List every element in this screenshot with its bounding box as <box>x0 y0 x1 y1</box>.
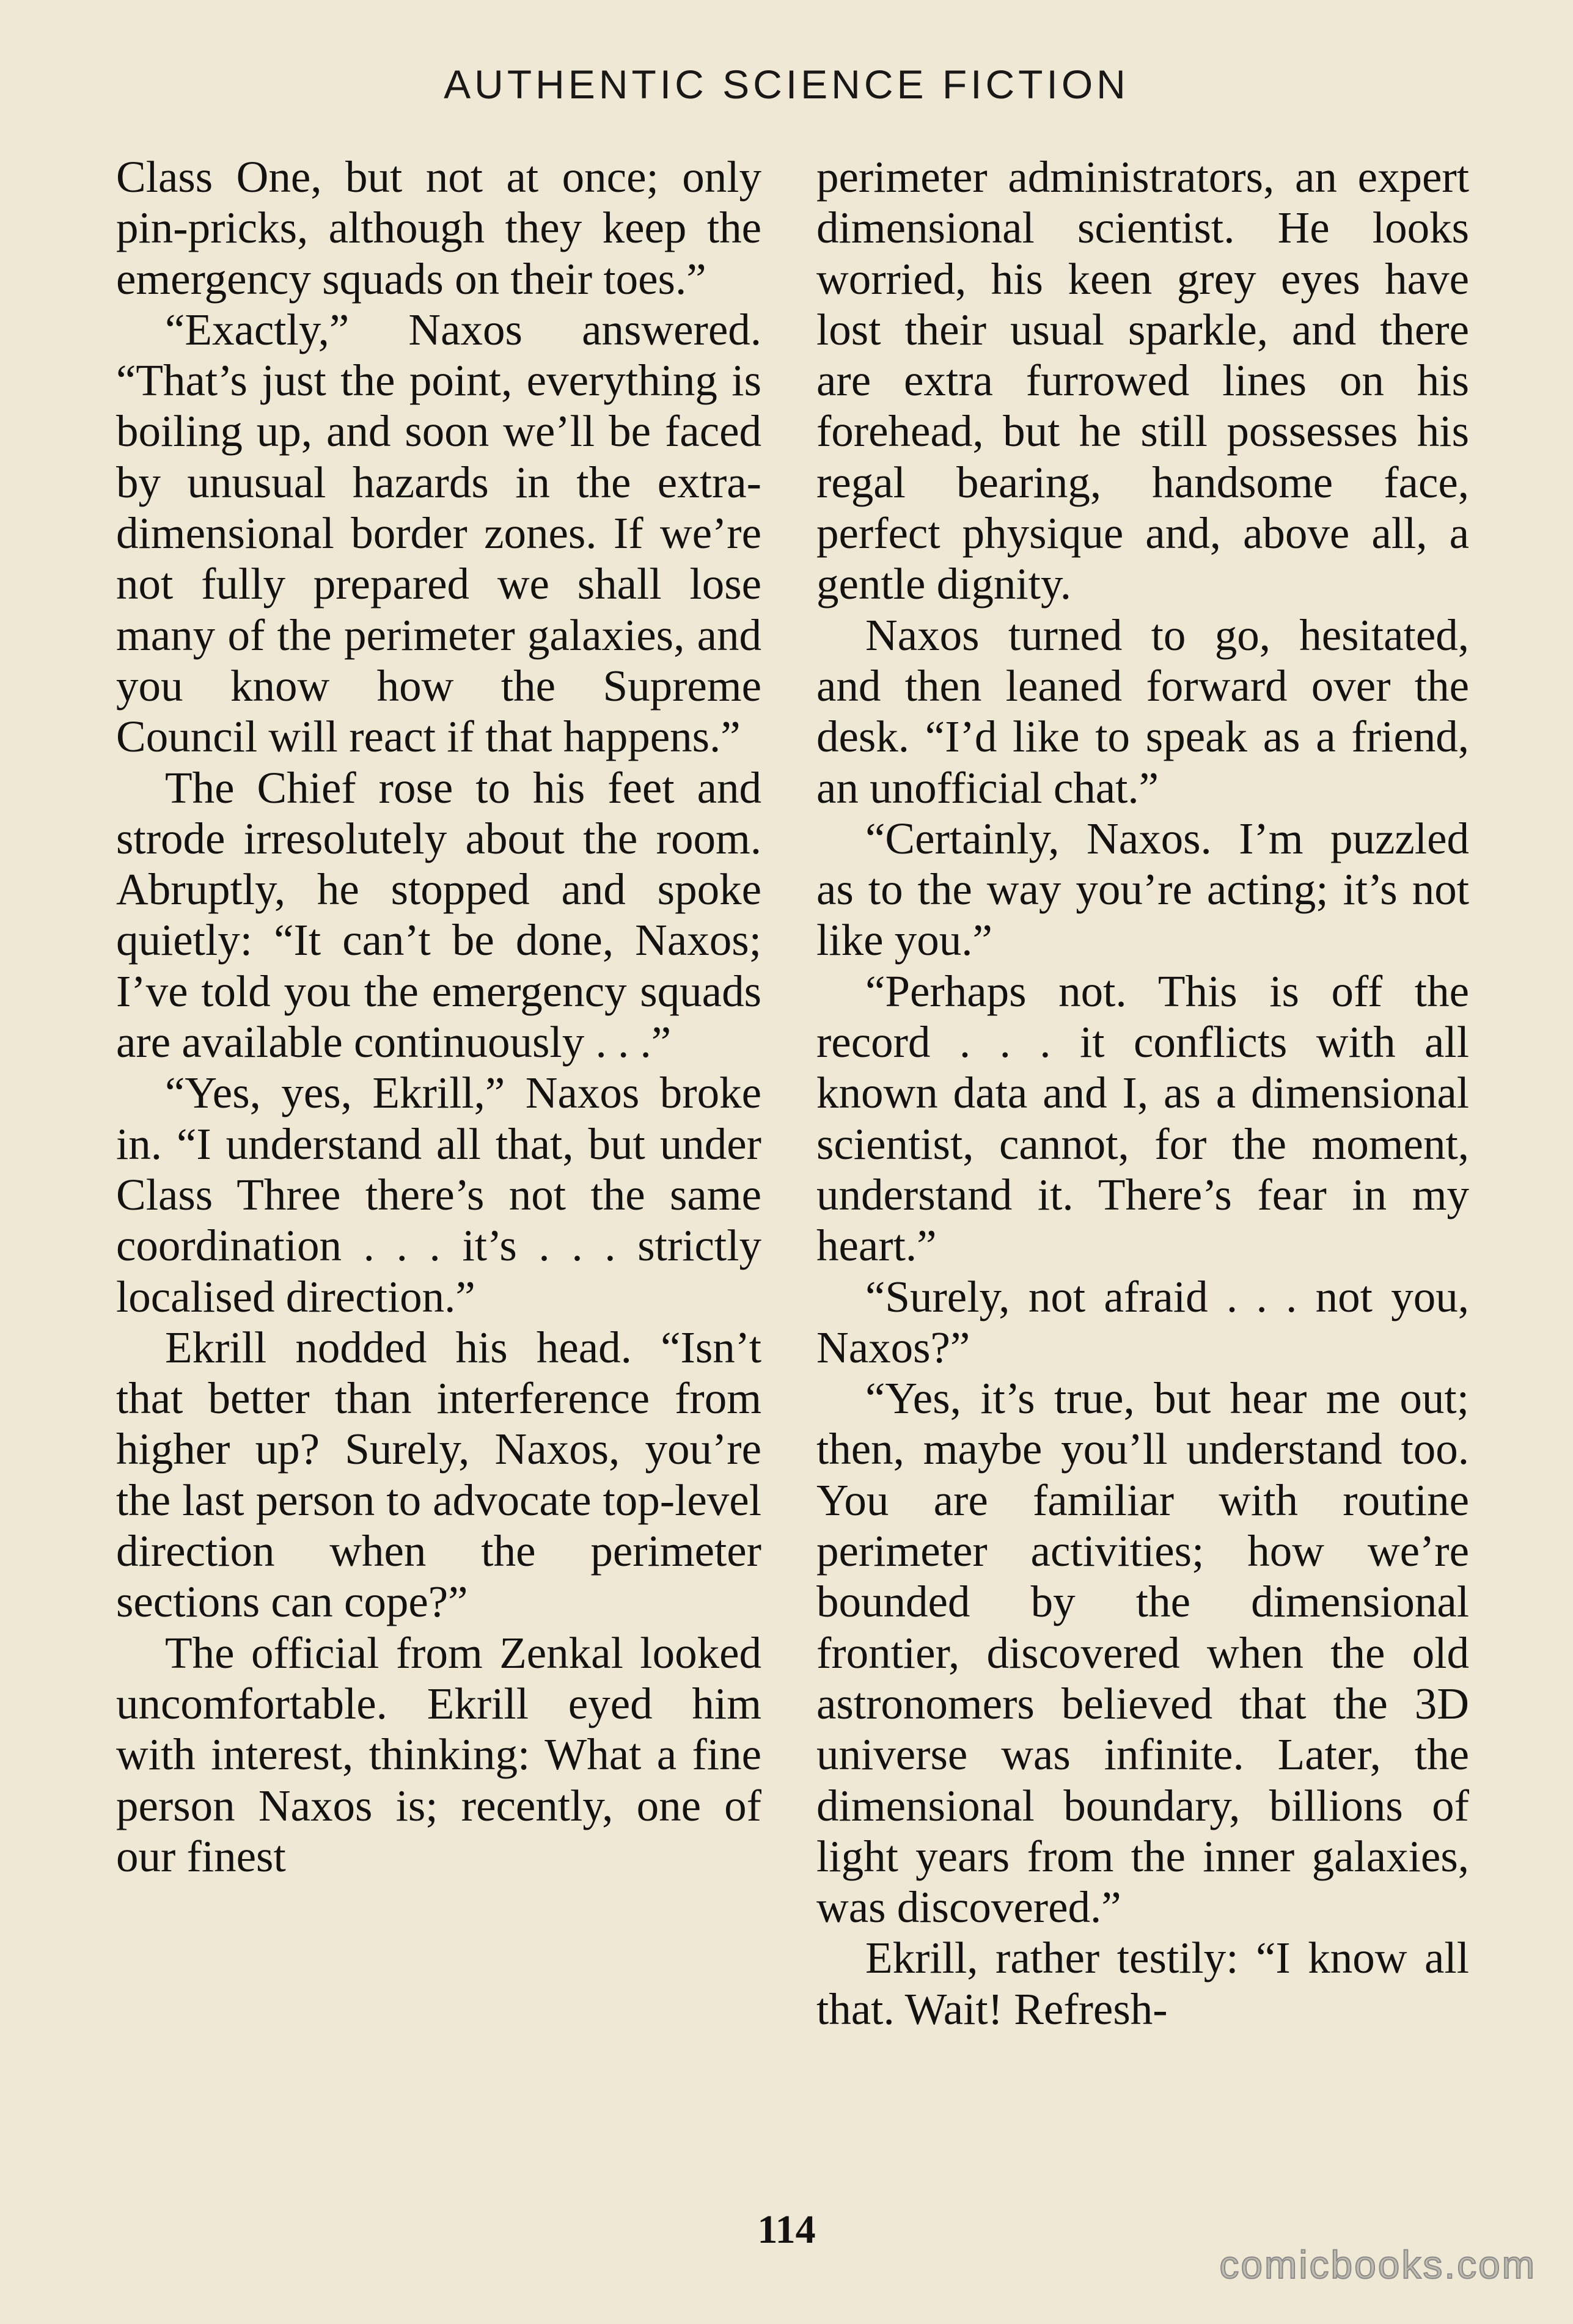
paragraph: “Surely, not afraid . . . not you, Naxos?” <box>816 1271 1469 1372</box>
paragraph: “Certainly, Naxos. I’m puzzled as to the way you’re acting; it’s not like you.” <box>816 813 1469 965</box>
right-text-column <box>816 152 1469 2034</box>
page-number: 114 <box>757 2207 816 2252</box>
paragraph: Naxos turned to go, hesitated, and then leaned forward over the desk. “I’d like to speak as a friend, an unofficial chat.” <box>816 610 1469 813</box>
paragraph: perimeter administrators, an expert dimensional scientist. He looks worried, his keen grey eyes have lost their usual sparkle, and there are extra furrowed lines on his forehead, but he still possesses his regal bearing, handsome face, perfect physique and, above all, a gentle dignity. <box>816 152 1469 609</box>
paragraph: “Perhaps not. This is off the record . . . it conflicts with all known data and I, as a dimensional scientist, cannot, for the moment, understand it. There’s fear in my heart.” <box>816 966 1469 1271</box>
paragraph: The official from Zenkal looked uncomfortable. Ekrill eyed him with interest, thinking: What a fine person Naxos is; recently, one of our finest <box>116 1628 761 1881</box>
running-title: AUTHENTIC SCIENCE FICTION <box>444 62 1129 107</box>
paragraph: The Chief rose to his feet and strode irresolutely about the room. Abruptly, he stopped and spoke quietly: “It can’t be done, Naxos; I’ve told you the emergency squads are available continuously . . .” <box>116 762 761 1067</box>
paragraph: Class One, but not at once; only pin-pricks, although they keep the emergency squads on their toes.” <box>116 152 761 304</box>
paragraph: “Yes, it’s true, but hear me out; then, maybe you’ll understand too. You are familiar with routine perimeter activities; how we’re bounded by the dimensional frontier, discovered when the old astronomers believed that the 3D universe was infinite. Later, the dimensional boundary, billions of light years from the inner galaxies, was discovered.” <box>816 1373 1469 1932</box>
paragraph: “Yes, yes, Ekrill,” Naxos broke in. “I understand all that, but under Class Three there’s not the same coordination . . . it’s . . . strictly localised direction.” <box>116 1068 761 1321</box>
left-text-column <box>116 152 761 1882</box>
paragraph: “Exactly,” Naxos answered. “That’s just the point, everything is boiling up, and soon we’ll be faced by unusual hazards in the extra-dimensional border zones. If we’re not fully prepared we shall lose many of the perimeter galaxies, and you know how the Supreme Council will react if that happens.” <box>116 304 761 762</box>
paragraph: Ekrill nodded his head. “Isn’t that better than interference from higher up? Surely, Naxos, you’re the last person to advocate top-level direction when the perimeter sections can cope?” <box>116 1322 761 1627</box>
paragraph: Ekrill, rather testily: “I know all that. Wait! Refresh- <box>816 1933 1469 2034</box>
watermark-logo: comicbooks.com <box>1219 2243 1536 2287</box>
